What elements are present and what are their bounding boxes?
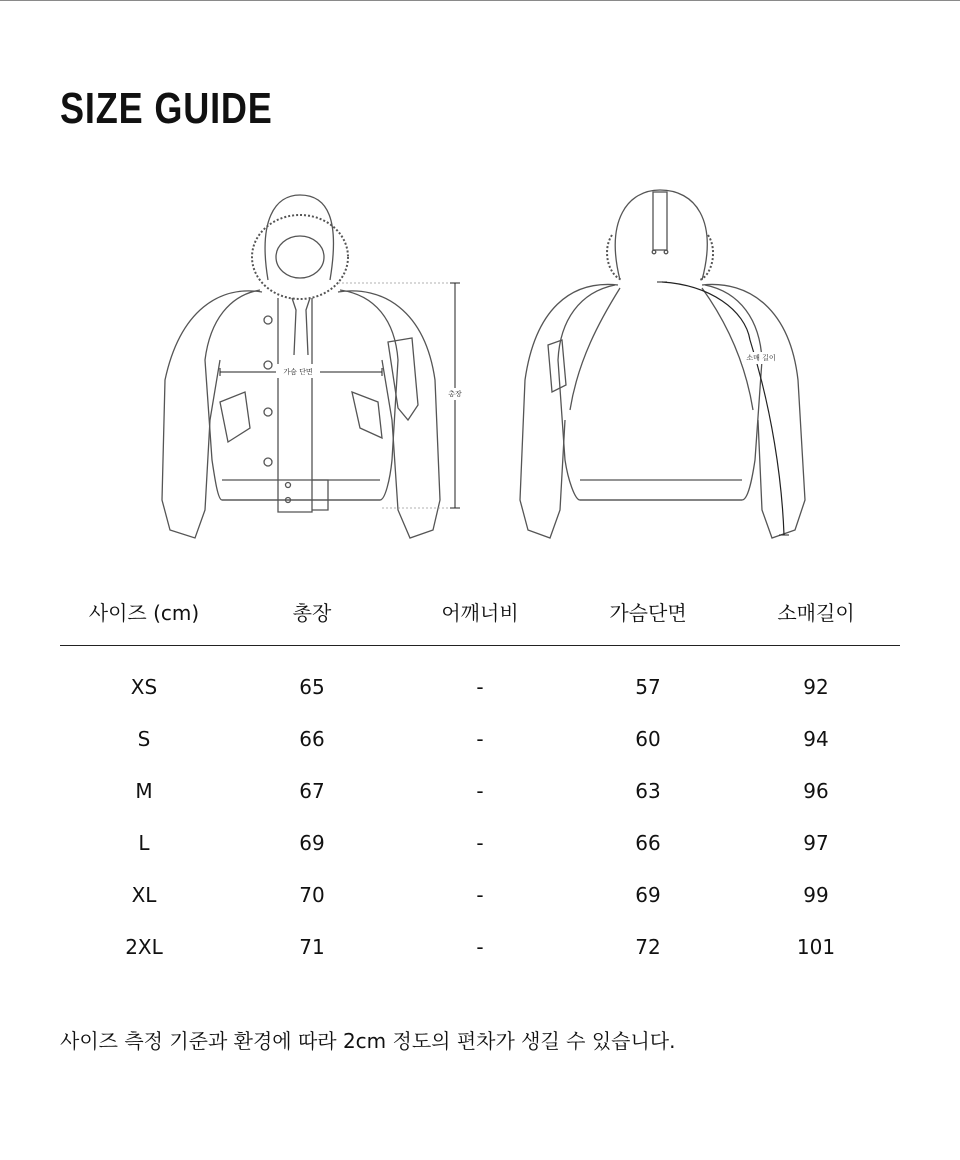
cell-chest: 63 [635,779,661,803]
cell-length: 71 [299,935,325,959]
length-measure-label: 총장 [448,390,462,398]
cell-length: 65 [299,675,325,699]
cell-sleeve: 94 [803,727,829,751]
cell-size: L [138,831,150,855]
cell-shoulder: - [476,883,484,907]
size-table-body [60,646,900,974]
size-table [60,590,900,974]
cell-shoulder: - [476,831,484,855]
jacket-back-view [520,190,805,538]
table-row [60,662,900,714]
table-row [60,922,900,974]
cell-sleeve: 96 [803,779,829,803]
cell-sleeve: 99 [803,883,829,907]
jacket-measurement-diagram [150,180,830,560]
cell-size: 2XL [125,935,163,959]
header-size: 사이즈 (cm) [88,601,200,625]
table-row [60,818,900,870]
chest-measure-label: 가슴 단면 [283,368,313,376]
cell-size: S [137,727,151,751]
cell-shoulder: - [476,675,484,699]
cell-length: 70 [299,883,325,907]
cell-shoulder: - [476,779,484,803]
cell-chest: 69 [635,883,661,907]
table-row [60,870,900,922]
cell-shoulder: - [476,935,484,959]
cell-chest: 66 [635,831,661,855]
header-chest: 가슴단면 [609,601,687,625]
top-divider [0,0,960,1]
cell-size: XL [131,883,157,907]
cell-size: M [135,779,153,803]
cell-length: 67 [299,779,325,803]
cell-size: XS [130,675,158,699]
cell-shoulder: - [476,727,484,751]
size-table-header [60,590,900,646]
cell-sleeve: 92 [803,675,829,699]
header-sleeve: 소매길이 [777,601,855,625]
table-row [60,714,900,766]
page-title: SIZE GUIDE [60,84,273,133]
cell-length: 69 [299,831,325,855]
table-row [60,766,900,818]
cell-length: 66 [299,727,325,751]
cell-chest: 57 [635,675,661,699]
size-disclaimer: 사이즈 측정 기준과 환경에 따라 2cm 정도의 편차가 생길 수 있습니다. [60,1029,676,1053]
header-length: 총장 [292,601,332,625]
cell-sleeve: 97 [803,831,829,855]
cell-chest: 72 [635,935,661,959]
sleeve-measure-label: 소매 길이 [746,354,776,362]
cell-sleeve: 101 [796,935,836,959]
header-shoulder: 어깨너비 [441,601,519,625]
jacket-front-view [162,195,464,538]
cell-chest: 60 [635,727,661,751]
